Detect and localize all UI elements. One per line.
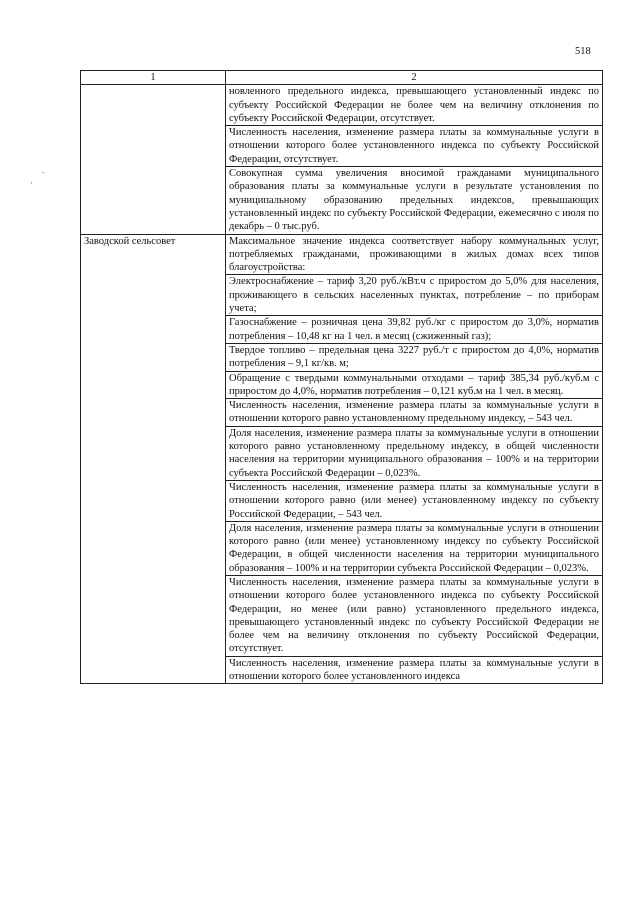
paragraph: Доля населения, изменение размера платы за коммунальные услуги в отношении которого равно установленному предельному индексу, в общей численности населения на территории муниципального образования – 100% и на территории субъекта Российской Федерации – 0,023%. xyxy=(226,426,602,480)
table-row xyxy=(81,234,603,684)
paragraph: новленного предельного индекса, превышающего установленный индекс по субъекту Российской Федерации не более чем на величину отклонения по субъекту Российской Федерации, отсутствует. xyxy=(229,86,599,124)
paragraph: Обращение с твердыми коммунальными отходами – тариф 385,34 руб./куб.м с приростом до 4,0%, норматив потребления – 0,121 куб.м на 1 чел. в месяц. xyxy=(226,371,602,399)
paragraph: Твердое топливо – предельная цена 3227 руб./т с приростом до 4,0%, норматив потребления – 9,1 кг/кв. м; xyxy=(226,343,602,371)
table-header-row xyxy=(81,71,603,85)
row-content-cell xyxy=(226,234,603,684)
paragraph: Численность населения, изменение размера платы за коммунальные услуги в отношении которого более установленного индекса по субъекту Российской Федерации, но менее (или равно) установленного предельного индекса, превышающего установленный индекс по субъекту Российской Федерации не более чем на величину отклонения по субъекту Российской Федерации, отсутствует. xyxy=(226,575,602,656)
paragraph: Электроснабжение – тариф 3,20 руб./кВт.ч с приростом до 5,0% для населения, проживающего в сельских населенных пунктах, потребление – по приборам учета; xyxy=(226,274,602,315)
page-number: 518 xyxy=(575,46,591,57)
paragraph: Совокупная сумма увеличения вносимой гражданами муниципального образования платы за коммунальные услуги в результате установления по муниципальному образованию предельных индексов, превышающих установленный индекс по субъекту Российской Федерации, ежемесячно с июля по декабрь – 0 тыс.руб. xyxy=(226,166,602,233)
table-row xyxy=(81,85,603,234)
document-table xyxy=(80,70,603,684)
paragraph: Численность населения, изменение размера платы за коммунальные услуги в отношении которого более установленного индекса xyxy=(226,656,602,684)
scan-speck: ‚ xyxy=(30,176,33,185)
paragraph: Численность населения, изменение размера платы за коммунальные услуги в отношении которого равно (или менее) установленному индексу по субъекту Российской Федерации, – 543 чел. xyxy=(226,480,602,521)
column-header-1: 1 xyxy=(81,71,226,85)
scan-speck: - xyxy=(42,168,45,177)
row-label-cell xyxy=(81,85,226,234)
paragraph: Максимальное значение индекса соответствует набору коммунальных услуг, потребляемых гражданами, проживающими в жилых домах всех типов благоустройства: xyxy=(229,235,599,274)
paragraph: Доля населения, изменение размера платы за коммунальные услуги в отношении которого равно (или менее) установленному индексу по субъекту Российской Федерации, в общей численности населения на территории муниципального образования – 100% и на территории субъекта Российской Федерации – 0,023%. xyxy=(226,521,602,575)
paragraph: Численность населения, изменение размера платы за коммунальные услуги в отношении которого равно установленному предельному индексу, – 543 чел. xyxy=(226,398,602,426)
column-header-2: 2 xyxy=(226,71,603,85)
row-content-cell xyxy=(226,85,603,234)
row-label-cell xyxy=(81,234,226,684)
paragraph: Численность населения, изменение размера платы за коммунальные услуги в отношении которого более установленного индекса по субъекту Российской Федерации, отсутствует. xyxy=(226,125,602,166)
row-label: Заводской сельсовет xyxy=(84,235,176,247)
paragraph: Газоснабжение – розничная цена 39,82 руб./кг с приростом до 3,0%, норматив потребления – 10,48 кг на 1 чел. в месяц (сжиженный газ); xyxy=(226,315,602,343)
